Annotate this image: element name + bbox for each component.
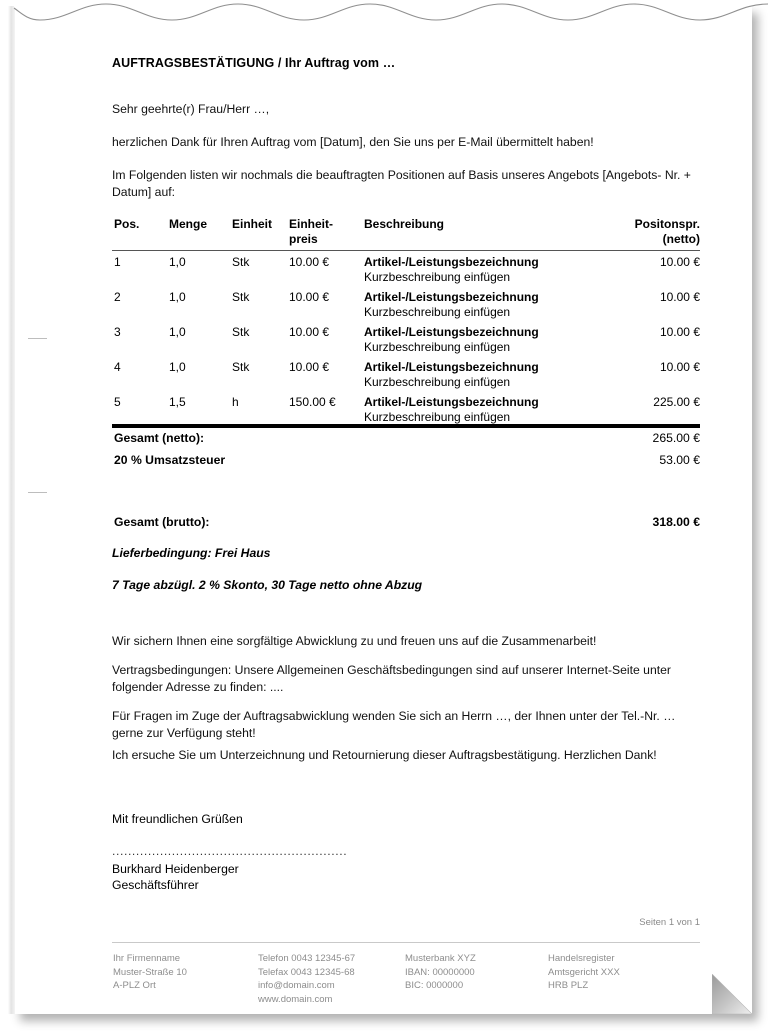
table-row	[112, 360, 700, 395]
footer-line: Telefax 0043 12345-68	[258, 966, 355, 978]
column-header-einheitspreis-line1: Einheit-	[289, 217, 333, 231]
total-tax-row	[112, 453, 700, 475]
footer-column	[113, 952, 187, 993]
signature-block	[112, 861, 239, 893]
column-header-einheitspreis	[289, 217, 333, 246]
table-row	[112, 325, 700, 360]
column-header-positionspreis-line1: Positonspr.	[634, 217, 700, 231]
page-title: AUFTRAGSBESTÄTIGUNG / Ihr Auftrag vom …	[112, 56, 396, 70]
footer-line: A-PLZ Ort	[113, 980, 156, 991]
footer-line: IBAN: 00000000	[405, 966, 475, 978]
total-brutto-value: 318.00 €	[652, 515, 700, 529]
cell-menge: 1,0	[169, 360, 186, 374]
footer-column	[405, 952, 476, 993]
cell-pos: 4	[114, 360, 121, 374]
signature-request-paragraph: Ich ersuche Sie um Unterzeichnung und Retournierung dieser Auftragsbestätigung. Herzlichen Dank!	[112, 748, 657, 762]
column-header-einheit: Einheit	[232, 217, 273, 231]
table-row	[112, 290, 700, 325]
column-header-positionspreis	[635, 217, 700, 246]
footer-line: HRB PLZ	[548, 980, 589, 991]
page-left-edge	[8, 6, 15, 1014]
footer-column	[548, 952, 620, 993]
footer-line: Muster-Straße 10	[113, 966, 187, 978]
signature-dotted-line: ...........................................................	[112, 844, 348, 858]
table-body	[112, 255, 700, 430]
cell-positionspreis: 225.00 €	[653, 395, 700, 409]
cell-item-subtitle: Kurzbeschreibung einfügen	[364, 270, 511, 284]
cell-item-title: Artikel-/Leistungsbezeichnung	[364, 360, 539, 374]
total-netto-label: Gesamt (netto):	[114, 431, 205, 445]
cell-einheitspreis: 10.00 €	[289, 255, 330, 269]
page-fold-corner-icon	[712, 974, 752, 1014]
document-page	[14, 6, 752, 1014]
cell-positionspreis: 10.00 €	[659, 290, 700, 304]
cell-menge: 1,0	[169, 325, 186, 339]
fold-mark-upper	[28, 338, 47, 339]
totals-block	[112, 431, 700, 537]
cell-item-title: Artikel-/Leistungsbezeichnung	[364, 255, 539, 269]
total-tax-label: 20 % Umsatzsteuer	[114, 453, 226, 467]
cell-positionspreis: 10.00 €	[659, 360, 700, 374]
column-header-beschreibung: Beschreibung	[364, 217, 445, 231]
footer-line: BIC: 0000000	[405, 980, 464, 991]
fold-mark-lower	[28, 492, 47, 493]
intro-paragraph: Im Folgenden listen wir nochmals die beauftragten Positionen auf Basis unseres Angebots [Angebots- Nr. + Datum] auf:	[112, 168, 691, 199]
cell-positionspreis: 10.00 €	[659, 255, 700, 269]
cell-item-title: Artikel-/Leistungsbezeichnung	[364, 290, 539, 304]
cell-item-title: Artikel-/Leistungsbezeichnung	[364, 395, 539, 409]
cell-pos: 1	[114, 255, 121, 269]
cell-einheitspreis: 150.00 €	[289, 395, 336, 409]
cell-einheit: Stk	[232, 360, 250, 374]
table-total-rule	[112, 424, 700, 428]
cell-einheit: Stk	[232, 290, 250, 304]
footer-line: Musterbank XYZ	[405, 953, 476, 964]
signer-name: Burkhard Heidenberger	[112, 862, 239, 876]
total-netto-row	[112, 431, 700, 453]
cell-einheit: Stk	[232, 255, 250, 269]
cell-einheitspreis: 10.00 €	[289, 325, 330, 339]
cell-einheit: h	[232, 395, 239, 409]
cell-menge: 1,0	[169, 290, 186, 304]
footer-line: Ihr Firmenname	[113, 953, 181, 964]
footer-divider	[112, 942, 700, 943]
cell-item-title: Artikel-/Leistungsbezeichnung	[364, 325, 539, 339]
footer-column	[258, 952, 355, 1006]
questions-paragraph: Für Fragen im Zuge der Auftragsabwicklung wenden Sie sich an Herrn …, der Ihnen unter der Tel.-Nr. … gerne zur Verfügung steht!	[112, 709, 676, 740]
closing-assurance-paragraph: Wir sichern Ihnen eine sorgfältige Abwicklung zu und freuen uns auf die Zusammenarbeit!	[112, 634, 597, 648]
total-brutto-label: Gesamt (brutto):	[114, 515, 210, 529]
cell-item-subtitle: Kurzbeschreibung einfügen	[364, 305, 511, 319]
cell-beschreibung	[364, 290, 539, 320]
table-header-row	[112, 217, 700, 250]
table-row	[112, 255, 700, 290]
payment-condition: 7 Tage abzügl. 2 % Skonto, 30 Tage netto ohne Abzug	[112, 578, 423, 592]
cell-beschreibung	[364, 395, 539, 425]
delivery-condition: Lieferbedingung: Frei Haus	[112, 546, 271, 560]
column-header-menge: Menge	[169, 217, 208, 231]
footer-line: Amtsgericht XXX	[548, 966, 620, 978]
footer-line: Telefon 0043 12345-67	[258, 953, 356, 964]
footer-line: info@domain.com	[258, 980, 335, 991]
cell-menge: 1,0	[169, 255, 186, 269]
cell-pos: 2	[114, 290, 121, 304]
column-header-einheitspreis-line2: preis	[289, 231, 318, 246]
line-items-table	[112, 217, 700, 424]
page-indicator: Seiten 1 von 1	[639, 917, 700, 928]
cell-beschreibung	[364, 325, 539, 355]
cell-pos: 5	[114, 395, 121, 409]
cell-menge: 1,5	[169, 395, 186, 409]
total-tax-value: 53.00 €	[659, 453, 700, 467]
cell-pos: 3	[114, 325, 121, 339]
cell-positionspreis: 10.00 €	[659, 325, 700, 339]
cell-beschreibung	[364, 360, 539, 390]
cell-einheitspreis: 10.00 €	[289, 360, 330, 374]
column-header-pos: Pos.	[114, 217, 140, 231]
cell-einheit: Stk	[232, 325, 250, 339]
column-header-positionspreis-line2: (netto)	[662, 231, 700, 246]
footer-line: Handelsregister	[548, 953, 615, 964]
total-netto-value: 265.00 €	[652, 431, 700, 445]
total-brutto-row	[112, 515, 700, 537]
footer-line: www.domain.com	[258, 993, 333, 1005]
cell-item-subtitle: Kurzbeschreibung einfügen	[364, 375, 511, 389]
signer-role: Geschäftsführer	[112, 878, 199, 892]
salutation-text: Sehr geehrte(r) Frau/Herr …,	[112, 102, 270, 116]
cell-einheitspreis: 10.00 €	[289, 290, 330, 304]
cell-item-subtitle: Kurzbeschreibung einfügen	[364, 340, 511, 354]
thanks-paragraph: herzlichen Dank für Ihren Auftrag vom [Datum], den Sie uns per E-Mail übermittelt haben!	[112, 135, 594, 149]
table-header-rule	[112, 250, 700, 251]
terms-paragraph: Vertragsbedingungen: Unsere Allgemeinen Geschäftsbedingungen sind auf unserer Internet-Seite unter folgender Adresse zu finden: ....	[112, 663, 671, 694]
cell-item-subtitle: Kurzbeschreibung einfügen	[364, 410, 511, 424]
regards-text: Mit freundlichen Grüßen	[112, 812, 243, 826]
cell-beschreibung	[364, 255, 539, 285]
